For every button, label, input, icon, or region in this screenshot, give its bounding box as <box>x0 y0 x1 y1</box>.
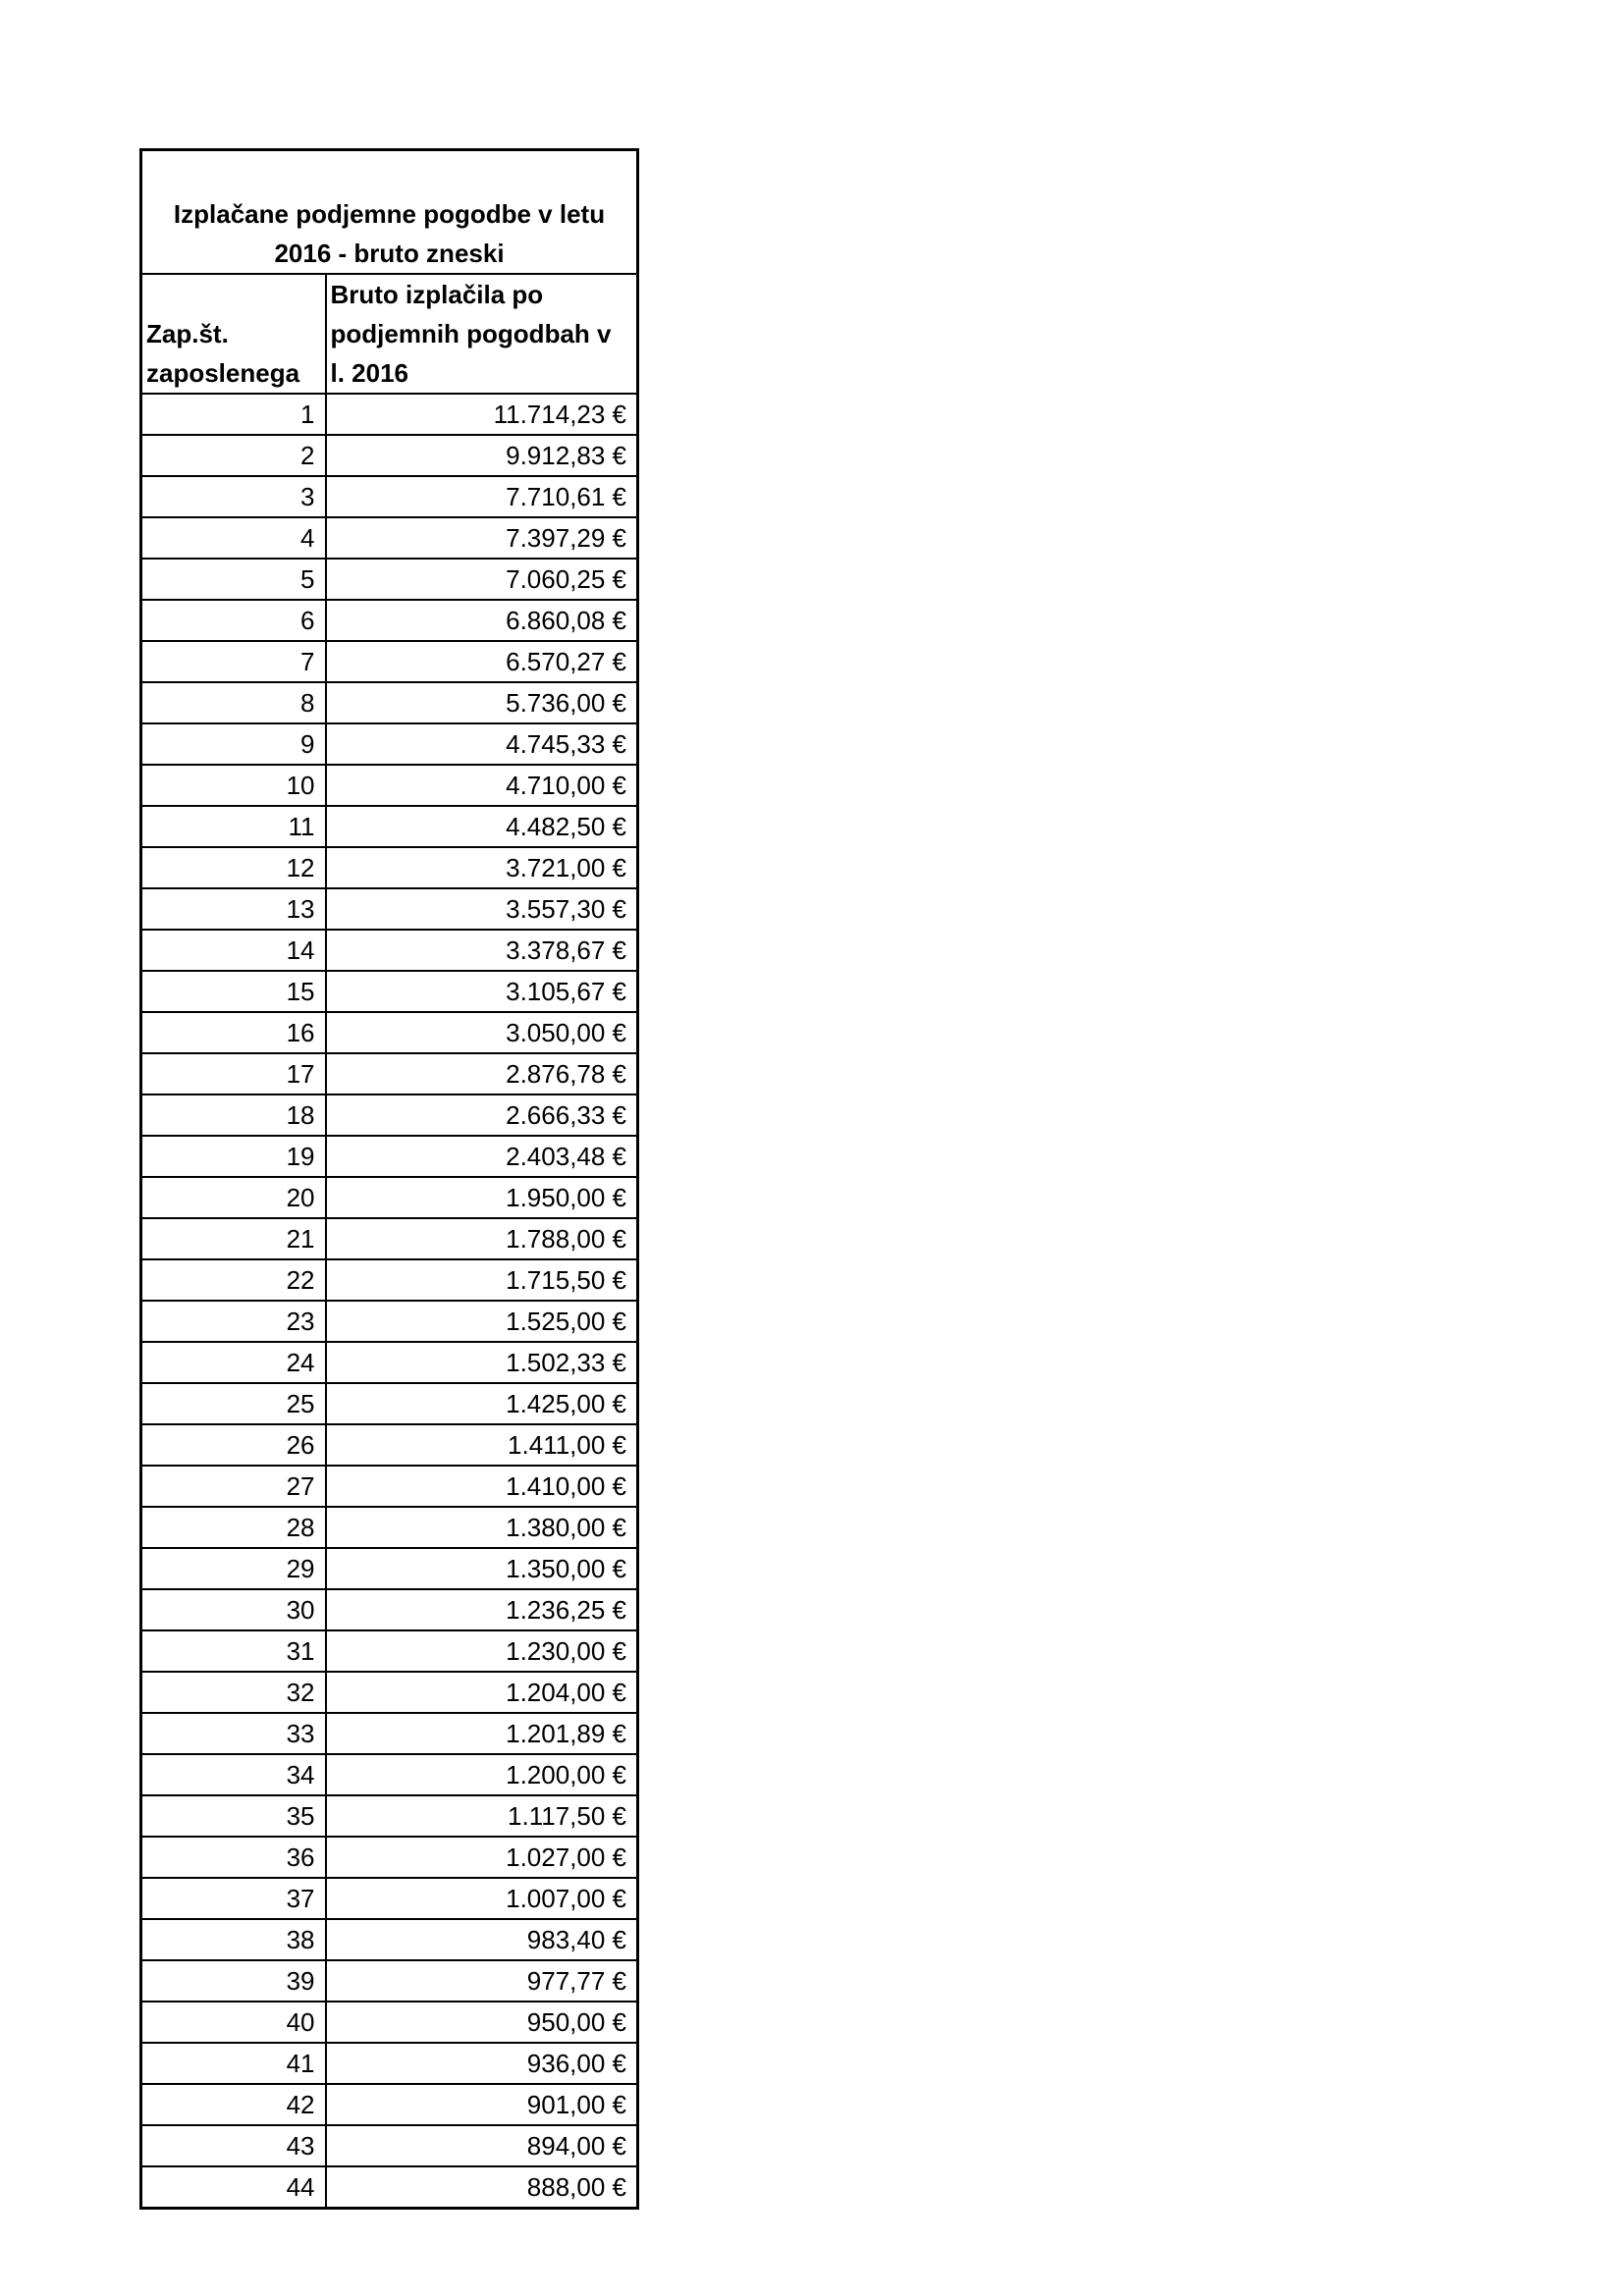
employee-number-cell: 31 <box>141 1630 326 1672</box>
payments-table-body <box>141 150 638 2209</box>
gross-amount-cell: 3.105,67 € <box>326 971 638 1012</box>
table-row <box>141 559 638 600</box>
gross-amount-cell: 1.007,00 € <box>326 1878 638 1919</box>
table-row <box>141 394 638 435</box>
employee-number-cell: 30 <box>141 1589 326 1630</box>
gross-amount-cell: 950,00 € <box>326 2002 638 2043</box>
employee-number-cell: 27 <box>141 1466 326 1507</box>
table-row <box>141 1713 638 1754</box>
employee-number-cell: 37 <box>141 1878 326 1919</box>
gross-amount-cell: 7.060,25 € <box>326 559 638 600</box>
employee-number-cell: 39 <box>141 1960 326 2002</box>
table-row <box>141 435 638 476</box>
gross-amount-cell: 4.710,00 € <box>326 765 638 806</box>
gross-amount-cell: 1.788,00 € <box>326 1218 638 1259</box>
employee-number-cell: 19 <box>141 1136 326 1177</box>
employee-number-cell: 29 <box>141 1548 326 1589</box>
table-row <box>141 1259 638 1301</box>
gross-amount-cell: 4.482,50 € <box>326 806 638 847</box>
table-row <box>141 1466 638 1507</box>
table-row <box>141 476 638 517</box>
employee-number-cell: 43 <box>141 2125 326 2166</box>
employee-number-cell: 14 <box>141 930 326 971</box>
gross-amount-cell: 1.236,25 € <box>326 1589 638 1630</box>
table-row <box>141 806 638 847</box>
gross-amount-cell: 3.721,00 € <box>326 847 638 888</box>
employee-number-cell: 21 <box>141 1218 326 1259</box>
employee-number-cell: 7 <box>141 641 326 682</box>
table-row <box>141 1754 638 1795</box>
gross-amount-cell: 3.050,00 € <box>326 1012 638 1053</box>
employee-number-cell: 23 <box>141 1301 326 1342</box>
table-row <box>141 765 638 806</box>
table-row <box>141 1548 638 1589</box>
column-header-employee-number-line-2: zaposlenega <box>146 358 300 388</box>
column-header-gross-payments-line-3: l. 2016 <box>330 358 409 388</box>
table-row <box>141 1878 638 1919</box>
employee-number-cell: 24 <box>141 1342 326 1383</box>
table-row <box>141 1589 638 1630</box>
employee-number-cell: 1 <box>141 394 326 435</box>
gross-amount-cell: 1.525,00 € <box>326 1301 638 1342</box>
gross-amount-cell: 1.502,33 € <box>326 1342 638 1383</box>
employee-number-cell: 44 <box>141 2166 326 2209</box>
gross-amount-cell: 2.666,33 € <box>326 1095 638 1136</box>
table-row <box>141 1672 638 1713</box>
gross-amount-cell: 6.860,08 € <box>326 600 638 641</box>
employee-number-cell: 9 <box>141 723 326 765</box>
table-title-row <box>141 150 638 275</box>
gross-amount-cell: 977,77 € <box>326 1960 638 2002</box>
employee-number-cell: 4 <box>141 517 326 559</box>
table-row <box>141 1383 638 1424</box>
employee-number-cell: 3 <box>141 476 326 517</box>
column-header-employee-number <box>141 274 326 394</box>
gross-amount-cell: 1.230,00 € <box>326 1630 638 1672</box>
table-title-line-1: Izplačane podjemne pogodbe v letu <box>173 199 606 229</box>
table-row <box>141 1136 638 1177</box>
table-row <box>141 1630 638 1672</box>
table-row <box>141 1218 638 1259</box>
gross-amount-cell: 1.204,00 € <box>326 1672 638 1713</box>
employee-number-cell: 13 <box>141 888 326 930</box>
table-row <box>141 888 638 930</box>
gross-amount-cell: 1.411,00 € <box>326 1424 638 1466</box>
gross-amount-cell: 11.714,23 € <box>326 394 638 435</box>
employee-number-cell: 38 <box>141 1919 326 1960</box>
employee-number-cell: 36 <box>141 1837 326 1878</box>
gross-amount-cell: 1.950,00 € <box>326 1177 638 1218</box>
table-row <box>141 1095 638 1136</box>
employee-number-cell: 25 <box>141 1383 326 1424</box>
gross-amount-cell: 5.736,00 € <box>326 682 638 723</box>
employee-number-cell: 41 <box>141 2043 326 2084</box>
table-row <box>141 1342 638 1383</box>
column-header-gross-payments-line-2: podjemnih pogodbah v <box>330 319 612 348</box>
gross-amount-cell: 1.117,50 € <box>326 1795 638 1837</box>
gross-amount-cell: 1.200,00 € <box>326 1754 638 1795</box>
gross-amount-cell: 1.380,00 € <box>326 1507 638 1548</box>
gross-amount-cell: 1.715,50 € <box>326 1259 638 1301</box>
column-header-gross-payments-line-1: Bruto izplačila po <box>330 280 544 309</box>
gross-amount-cell: 2.876,78 € <box>326 1053 638 1095</box>
table-row <box>141 2084 638 2125</box>
table-row <box>141 1795 638 1837</box>
table-row <box>141 1012 638 1053</box>
employee-number-cell: 40 <box>141 2002 326 2043</box>
table-row <box>141 1960 638 2002</box>
gross-amount-cell: 3.557,30 € <box>326 888 638 930</box>
employee-number-cell: 28 <box>141 1507 326 1548</box>
gross-amount-cell: 7.397,29 € <box>326 517 638 559</box>
table-row <box>141 2043 638 2084</box>
gross-amount-cell: 1.410,00 € <box>326 1466 638 1507</box>
gross-amount-cell: 3.378,67 € <box>326 930 638 971</box>
employee-number-cell: 20 <box>141 1177 326 1218</box>
gross-amount-cell: 1.027,00 € <box>326 1837 638 1878</box>
table-row <box>141 641 638 682</box>
gross-amount-cell: 7.710,61 € <box>326 476 638 517</box>
gross-amount-cell: 1.425,00 € <box>326 1383 638 1424</box>
employee-number-cell: 33 <box>141 1713 326 1754</box>
gross-amount-cell: 894,00 € <box>326 2125 638 2166</box>
table-row <box>141 517 638 559</box>
employee-number-cell: 8 <box>141 682 326 723</box>
gross-amount-cell: 901,00 € <box>326 2084 638 2125</box>
table-row <box>141 1424 638 1466</box>
gross-amount-cell: 9.912,83 € <box>326 435 638 476</box>
table-row <box>141 2002 638 2043</box>
table-row <box>141 2125 638 2166</box>
employee-number-cell: 11 <box>141 806 326 847</box>
table-header-row <box>141 274 638 394</box>
table-row <box>141 971 638 1012</box>
gross-amount-cell: 1.350,00 € <box>326 1548 638 1589</box>
table-row <box>141 600 638 641</box>
employee-number-cell: 16 <box>141 1012 326 1053</box>
table-row <box>141 2166 638 2209</box>
column-header-gross-payments <box>326 274 638 394</box>
gross-amount-cell: 888,00 € <box>326 2166 638 2209</box>
employee-number-cell: 10 <box>141 765 326 806</box>
employee-number-cell: 34 <box>141 1754 326 1795</box>
table-row <box>141 930 638 971</box>
table-row <box>141 723 638 765</box>
employee-number-cell: 17 <box>141 1053 326 1095</box>
table-title <box>141 150 638 275</box>
gross-amount-cell: 936,00 € <box>326 2043 638 2084</box>
employee-number-cell: 18 <box>141 1095 326 1136</box>
table-row <box>141 1919 638 1960</box>
table-row <box>141 1301 638 1342</box>
table-row <box>141 1837 638 1878</box>
table-row <box>141 1177 638 1218</box>
table-row <box>141 682 638 723</box>
employee-number-cell: 6 <box>141 600 326 641</box>
table-row <box>141 847 638 888</box>
column-header-employee-number-line-1: Zap.št. <box>146 319 229 348</box>
gross-amount-cell: 6.570,27 € <box>326 641 638 682</box>
table-title-line-2: 2016 - bruto zneski <box>274 239 505 268</box>
gross-amount-cell: 983,40 € <box>326 1919 638 1960</box>
employee-number-cell: 22 <box>141 1259 326 1301</box>
gross-amount-cell: 1.201,89 € <box>326 1713 638 1754</box>
payments-table <box>139 148 639 2210</box>
employee-number-cell: 26 <box>141 1424 326 1466</box>
gross-amount-cell: 4.745,33 € <box>326 723 638 765</box>
employee-number-cell: 12 <box>141 847 326 888</box>
table-row <box>141 1507 638 1548</box>
employee-number-cell: 15 <box>141 971 326 1012</box>
employee-number-cell: 5 <box>141 559 326 600</box>
employee-number-cell: 35 <box>141 1795 326 1837</box>
gross-amount-cell: 2.403,48 € <box>326 1136 638 1177</box>
employee-number-cell: 32 <box>141 1672 326 1713</box>
employee-number-cell: 2 <box>141 435 326 476</box>
employee-number-cell: 42 <box>141 2084 326 2125</box>
table-row <box>141 1053 638 1095</box>
